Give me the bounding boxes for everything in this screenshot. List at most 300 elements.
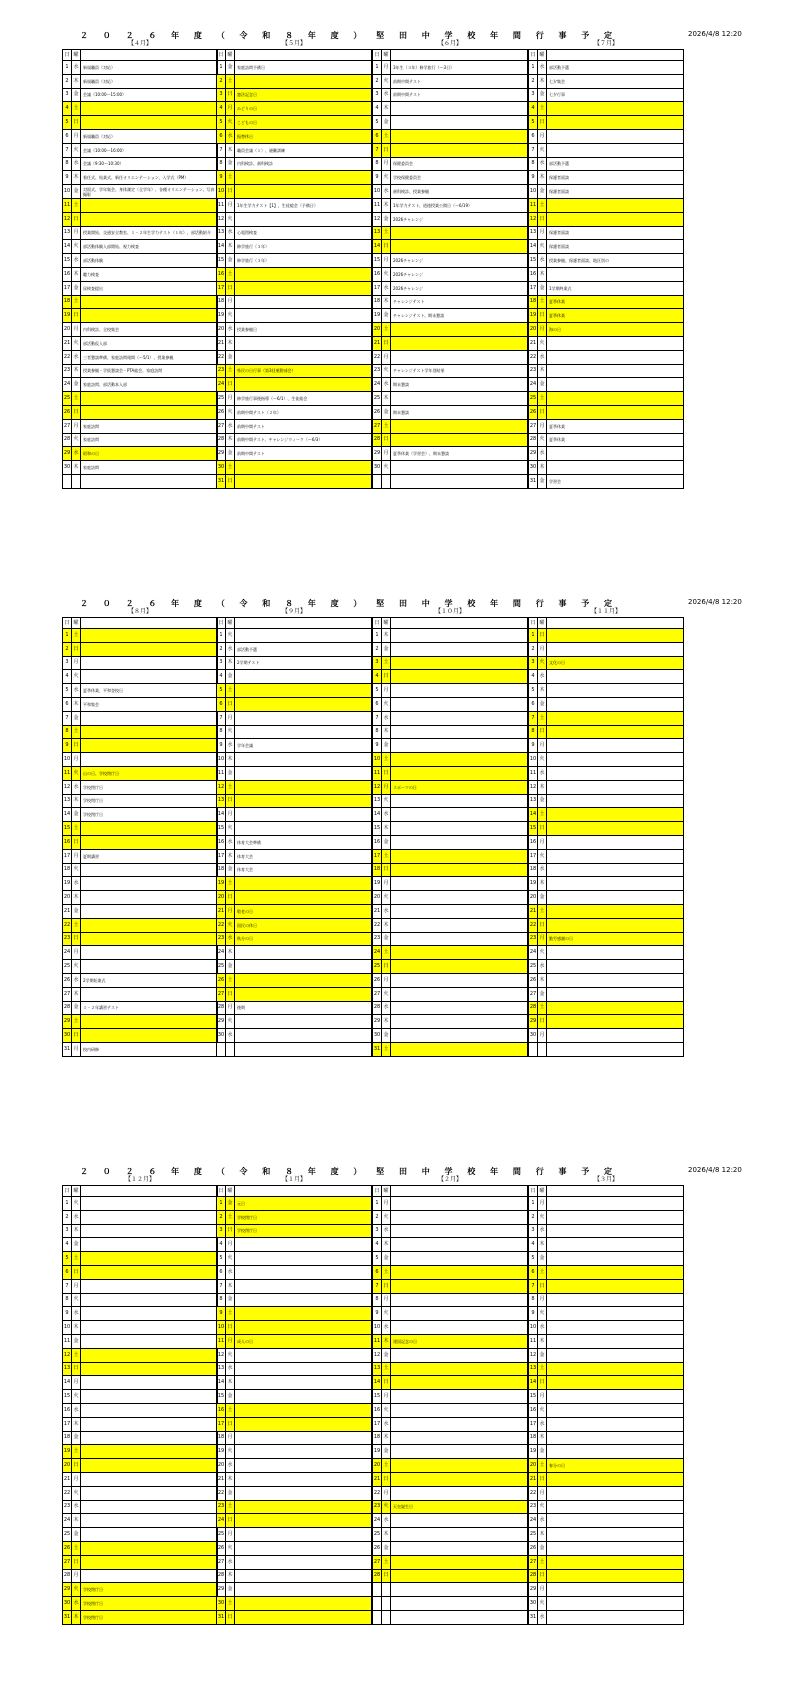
weekday: 火 xyxy=(226,1252,235,1266)
weekday: 金 xyxy=(382,932,391,946)
weekday: 日 xyxy=(538,1015,547,1029)
table-row xyxy=(63,1224,218,1238)
month-title: 【６月】 xyxy=(437,40,462,47)
weekday: 火 xyxy=(72,1390,81,1404)
day-number: 16 xyxy=(63,267,72,281)
event-text xyxy=(391,891,528,905)
event-text xyxy=(235,987,372,1001)
day-number: 16 xyxy=(529,1403,538,1417)
day-number: 8 xyxy=(529,157,538,171)
weekday: 日 xyxy=(72,932,81,946)
weekday: 土 xyxy=(382,129,391,143)
day-number: 8 xyxy=(373,1293,382,1307)
weekday: 土 xyxy=(538,1265,547,1279)
weekday: 土 xyxy=(538,711,547,725)
day-number: 8 xyxy=(63,725,72,739)
event-text xyxy=(547,1403,684,1417)
event-text xyxy=(547,405,684,419)
event-text xyxy=(547,102,684,116)
table-row xyxy=(217,254,372,268)
weekday: 木 xyxy=(226,753,235,767)
table-row xyxy=(63,102,218,116)
table-row xyxy=(529,336,684,350)
weekday: 水 xyxy=(538,1224,547,1238)
day-number: 5 xyxy=(217,684,226,698)
day-number: 26 xyxy=(373,973,382,987)
day-number: 20 xyxy=(529,323,538,337)
weekday: 水 xyxy=(226,226,235,240)
weekday: 金 xyxy=(226,960,235,974)
table-row xyxy=(63,1029,218,1043)
day-number: 14 xyxy=(217,240,226,254)
table-row xyxy=(373,697,528,711)
day-number: 15 xyxy=(63,1390,72,1404)
table-row xyxy=(373,849,528,863)
day-number: 11 xyxy=(373,198,382,212)
table-header-row xyxy=(373,50,528,61)
table-row xyxy=(373,1583,528,1597)
table-row xyxy=(529,212,684,226)
weekday: 金 xyxy=(382,212,391,226)
table-row xyxy=(529,474,684,488)
weekday: 水 xyxy=(382,281,391,295)
weekday: 木 xyxy=(382,725,391,739)
table-row xyxy=(529,1334,684,1348)
day-number: 17 xyxy=(529,849,538,863)
day-number: 19 xyxy=(217,309,226,323)
day-number: 18 xyxy=(63,863,72,877)
day-number: 13 xyxy=(217,1362,226,1376)
weekday: 日 xyxy=(382,1376,391,1390)
table-row xyxy=(217,1029,372,1043)
weekday: 金 xyxy=(226,670,235,684)
table-row xyxy=(373,973,528,987)
table-row xyxy=(373,1528,528,1542)
event-text: みどりの日 xyxy=(235,102,372,116)
day-number: 25 xyxy=(217,1528,226,1542)
day-number: 22 xyxy=(217,918,226,932)
day-number: 21 xyxy=(373,904,382,918)
weekday: 木 xyxy=(382,1015,391,1029)
table-row xyxy=(217,1541,372,1555)
table-row xyxy=(63,766,218,780)
day-number: 26 xyxy=(373,1541,382,1555)
weekday: 月 xyxy=(382,1390,391,1404)
day-number: 6 xyxy=(217,129,226,143)
table-row xyxy=(373,739,528,753)
day-number: 27 xyxy=(529,1555,538,1569)
event-text xyxy=(81,1348,218,1362)
event-text: 期末懇談 xyxy=(391,378,528,392)
page-title: ２ ０ ２ ６ 年 度 （ 令 和 ８ 年 度 ） 堅 田 中 学 校 年 間 行 事 予 定 xyxy=(80,31,619,40)
event-text: 前期中間テスト xyxy=(235,447,372,461)
day-number: 6 xyxy=(373,697,382,711)
day-number: 8 xyxy=(529,1293,538,1307)
weekday: 木 xyxy=(538,1238,547,1252)
weekday: 火 xyxy=(382,1403,391,1417)
weekday: 木 xyxy=(72,1417,81,1431)
weekday: 金 xyxy=(226,157,235,171)
table-row xyxy=(63,474,218,488)
day-number: 2 xyxy=(217,1210,226,1224)
event-text xyxy=(547,1472,684,1486)
weekday: 月 xyxy=(538,739,547,753)
table-row xyxy=(529,863,684,877)
weekday: 土 xyxy=(382,1555,391,1569)
weekday: 火 xyxy=(382,891,391,905)
day-number: 30 xyxy=(217,461,226,475)
weekday: 金 xyxy=(226,254,235,268)
event-text xyxy=(81,904,218,918)
weekday: 日 xyxy=(226,1224,235,1238)
table-row xyxy=(373,336,528,350)
day-number: 12 xyxy=(63,212,72,226)
day-number: 3 xyxy=(373,656,382,670)
weekday: 水 xyxy=(382,808,391,822)
event-text xyxy=(81,1265,218,1279)
table-row xyxy=(217,1486,372,1500)
table-row xyxy=(529,1197,684,1211)
event-text xyxy=(391,1431,528,1445)
day-number: 18 xyxy=(373,1431,382,1445)
weekday: 水 xyxy=(226,323,235,337)
event-text xyxy=(547,960,684,974)
table-row xyxy=(63,461,218,475)
event-text xyxy=(391,323,528,337)
weekday: 木 xyxy=(72,891,81,905)
table-row xyxy=(217,684,372,698)
event-text xyxy=(235,973,372,987)
day-number: 21 xyxy=(529,904,538,918)
event-text xyxy=(235,877,372,891)
event-text xyxy=(547,1500,684,1514)
event-text xyxy=(235,212,372,226)
weekday: 木 xyxy=(226,240,235,254)
event-text xyxy=(547,849,684,863)
table-row xyxy=(217,102,372,116)
table-row xyxy=(529,670,684,684)
weekday: 月 xyxy=(538,1583,547,1597)
day-number: 31 xyxy=(529,1610,538,1624)
weekday: 土 xyxy=(538,295,547,309)
table-row xyxy=(217,1362,372,1376)
day-number: 18 xyxy=(217,863,226,877)
header-day: 日 xyxy=(63,50,72,61)
weekday: 土 xyxy=(382,1362,391,1376)
weekday: 日 xyxy=(538,725,547,739)
event-text xyxy=(547,642,684,656)
table-row xyxy=(217,392,372,406)
weekday: 日 xyxy=(538,1279,547,1293)
table-row xyxy=(63,198,218,212)
day-number: 22 xyxy=(529,918,538,932)
header-weekday: 曜 xyxy=(538,1186,547,1197)
day-number: 30 xyxy=(63,1597,72,1611)
day-number: 6 xyxy=(529,129,538,143)
day-number xyxy=(373,1583,382,1597)
weekday: 月 xyxy=(538,1029,547,1043)
table-row xyxy=(373,254,528,268)
event-text: 心電図検査 xyxy=(235,226,372,240)
event-text: 保護者面談 xyxy=(547,171,684,185)
day-number: 25 xyxy=(529,392,538,406)
day-number: 7 xyxy=(529,1279,538,1293)
weekday: 金 xyxy=(226,1583,235,1597)
weekday: 木 xyxy=(72,794,81,808)
table-row xyxy=(373,1376,528,1390)
table-row xyxy=(529,433,684,447)
table-row xyxy=(529,1597,684,1611)
day-number: 20 xyxy=(529,891,538,905)
event-text xyxy=(391,877,528,891)
table-row xyxy=(217,433,372,447)
table-row xyxy=(217,642,372,656)
table-row xyxy=(529,808,684,822)
event-text xyxy=(81,1569,218,1583)
weekday: 日 xyxy=(226,987,235,1001)
event-text: 対面式、学年集会、身体測定（全学年）、各種オリエンテーション、写真撮影 xyxy=(81,185,218,199)
table-row xyxy=(217,1500,372,1514)
event-text: 2026チャレンジ xyxy=(391,281,528,295)
event-text xyxy=(81,295,218,309)
event-text xyxy=(547,1224,684,1238)
table-row xyxy=(63,254,218,268)
day-number: 17 xyxy=(217,849,226,863)
weekday: 木 xyxy=(538,461,547,475)
weekday: 土 xyxy=(226,461,235,475)
table-row xyxy=(63,1417,218,1431)
event-text xyxy=(81,309,218,323)
table-row xyxy=(217,780,372,794)
day-number: 25 xyxy=(373,392,382,406)
table-row xyxy=(529,1321,684,1335)
table-row xyxy=(63,1500,218,1514)
day-number: 15 xyxy=(217,822,226,836)
event-text: 文化の日 xyxy=(547,656,684,670)
day-number: 30 xyxy=(529,1029,538,1043)
table-row xyxy=(373,1555,528,1569)
weekday: 火 xyxy=(72,766,81,780)
event-text xyxy=(547,1431,684,1445)
weekday: 水 xyxy=(538,157,547,171)
table-row xyxy=(63,295,218,309)
weekday: 月 xyxy=(382,1486,391,1500)
table-row xyxy=(529,629,684,643)
day-number: 17 xyxy=(63,1417,72,1431)
weekday: 水 xyxy=(72,1500,81,1514)
weekday: 日 xyxy=(72,1362,81,1376)
weekday: 月 xyxy=(382,61,391,75)
day-number: 22 xyxy=(63,1486,72,1500)
day-number: 18 xyxy=(373,863,382,877)
month-table xyxy=(372,617,528,1057)
header-day: 日 xyxy=(63,618,72,629)
day-number: 27 xyxy=(63,419,72,433)
day-number: 14 xyxy=(373,240,382,254)
event-text xyxy=(81,629,218,643)
event-text xyxy=(81,1472,218,1486)
weekday: 月 xyxy=(538,835,547,849)
day-number xyxy=(63,474,72,488)
event-text xyxy=(81,1486,218,1500)
day-number: 23 xyxy=(373,364,382,378)
weekday: 火 xyxy=(382,794,391,808)
weekday: 金 xyxy=(538,378,547,392)
table-row xyxy=(217,794,372,808)
day-number: 28 xyxy=(373,433,382,447)
table-row xyxy=(373,405,528,419)
weekday: 月 xyxy=(538,642,547,656)
event-text: 夏季休業（学習会）、期末懇談 xyxy=(391,447,528,461)
day-number: 22 xyxy=(529,1486,538,1500)
month-title: 【５月】 xyxy=(281,40,306,47)
table-row xyxy=(373,1224,528,1238)
table-row xyxy=(63,157,218,171)
day-number: 12 xyxy=(529,780,538,794)
table-row xyxy=(529,185,684,199)
weekday: 金 xyxy=(382,835,391,849)
event-text xyxy=(547,877,684,891)
table-row xyxy=(63,392,218,406)
event-text xyxy=(81,1238,218,1252)
weekday: 水 xyxy=(226,1362,235,1376)
event-text xyxy=(235,1321,372,1335)
weekday: 木 xyxy=(382,295,391,309)
weekday: 月 xyxy=(382,1197,391,1211)
weekday xyxy=(382,1610,391,1624)
day-number: 14 xyxy=(529,808,538,822)
event-text xyxy=(391,433,528,447)
weekday: 金 xyxy=(382,405,391,419)
weekday: 土 xyxy=(72,822,81,836)
weekday: 木 xyxy=(72,74,81,88)
table-row xyxy=(217,281,372,295)
table-row xyxy=(217,1610,372,1624)
weekday: 土 xyxy=(382,946,391,960)
table-header-row xyxy=(373,1186,528,1197)
table-row xyxy=(217,629,372,643)
day-number: 10 xyxy=(63,1321,72,1335)
weekday: 土 xyxy=(72,918,81,932)
weekday: 月 xyxy=(226,1334,235,1348)
day-number: 15 xyxy=(529,254,538,268)
day-number: 24 xyxy=(217,378,226,392)
day-number: 22 xyxy=(63,918,72,932)
event-text xyxy=(235,780,372,794)
table-row xyxy=(373,1029,528,1043)
table-row xyxy=(529,711,684,725)
weekday: 金 xyxy=(538,1348,547,1362)
weekday: 水 xyxy=(72,973,81,987)
event-text: 学校保健委員会 xyxy=(391,171,528,185)
table-row xyxy=(63,1348,218,1362)
table-row xyxy=(63,808,218,822)
day-number: 26 xyxy=(529,405,538,419)
table-row xyxy=(373,1459,528,1473)
weekday: 水 xyxy=(226,1029,235,1043)
table-header-row xyxy=(217,1186,372,1197)
weekday: 火 xyxy=(72,240,81,254)
weekday: 木 xyxy=(538,171,547,185)
event-text: 前期中間テスト xyxy=(391,74,528,88)
weekday: 金 xyxy=(382,642,391,656)
header-weekday: 曜 xyxy=(226,1186,235,1197)
table-row xyxy=(373,364,528,378)
weekday: 金 xyxy=(382,309,391,323)
event-text xyxy=(81,877,218,891)
day-number: 23 xyxy=(373,1500,382,1514)
event-text: 夏季休業 xyxy=(547,419,684,433)
event-text xyxy=(235,670,372,684)
weekday: 日 xyxy=(382,336,391,350)
event-text xyxy=(547,739,684,753)
day-number: 1 xyxy=(529,61,538,75)
table-row xyxy=(373,1210,528,1224)
event-text xyxy=(391,849,528,863)
day-number: 17 xyxy=(217,281,226,295)
weekday: 土 xyxy=(72,1015,81,1029)
day-number: 9 xyxy=(373,171,382,185)
table-row xyxy=(373,1334,528,1348)
weekday: 日 xyxy=(226,281,235,295)
table-row xyxy=(529,1001,684,1015)
table-row xyxy=(63,433,218,447)
table-row xyxy=(373,447,528,461)
day-number xyxy=(529,1042,538,1056)
weekday: 金 xyxy=(538,88,547,102)
day-number xyxy=(373,1597,382,1611)
event-text xyxy=(547,116,684,130)
day-number: 10 xyxy=(217,1321,226,1335)
table-row xyxy=(63,419,218,433)
event-text: こどもの日 xyxy=(235,116,372,130)
event-text xyxy=(547,1610,684,1624)
table-row xyxy=(63,711,218,725)
table-row xyxy=(63,904,218,918)
table-header-row xyxy=(63,618,218,629)
weekday: 水 xyxy=(72,1307,81,1321)
day-number: 24 xyxy=(63,1514,72,1528)
event-text xyxy=(81,656,218,670)
day-number: 23 xyxy=(373,932,382,946)
event-text: 前期中間テスト、チャレンジウィーク（〜6/3） xyxy=(235,433,372,447)
weekday: 月 xyxy=(72,129,81,143)
weekday: 月 xyxy=(382,780,391,794)
weekday: 木 xyxy=(226,143,235,157)
event-text xyxy=(391,1569,528,1583)
table-row xyxy=(217,1348,372,1362)
table-row xyxy=(217,185,372,199)
event-text xyxy=(547,1238,684,1252)
table-row xyxy=(529,1583,684,1597)
table-row xyxy=(217,240,372,254)
event-text: 前期中間テスト xyxy=(235,419,372,433)
day-number: 13 xyxy=(529,1362,538,1376)
event-text: 授業参観日 xyxy=(235,323,372,337)
table-row xyxy=(217,918,372,932)
day-number: 19 xyxy=(217,877,226,891)
table-row xyxy=(373,1265,528,1279)
table-row xyxy=(63,1279,218,1293)
table-row xyxy=(217,405,372,419)
day-number: 26 xyxy=(373,405,382,419)
event-text xyxy=(81,891,218,905)
event-text: 保護者面談 xyxy=(547,185,684,199)
table-row xyxy=(373,684,528,698)
event-text xyxy=(391,642,528,656)
table-row xyxy=(217,946,372,960)
table-row xyxy=(529,642,684,656)
